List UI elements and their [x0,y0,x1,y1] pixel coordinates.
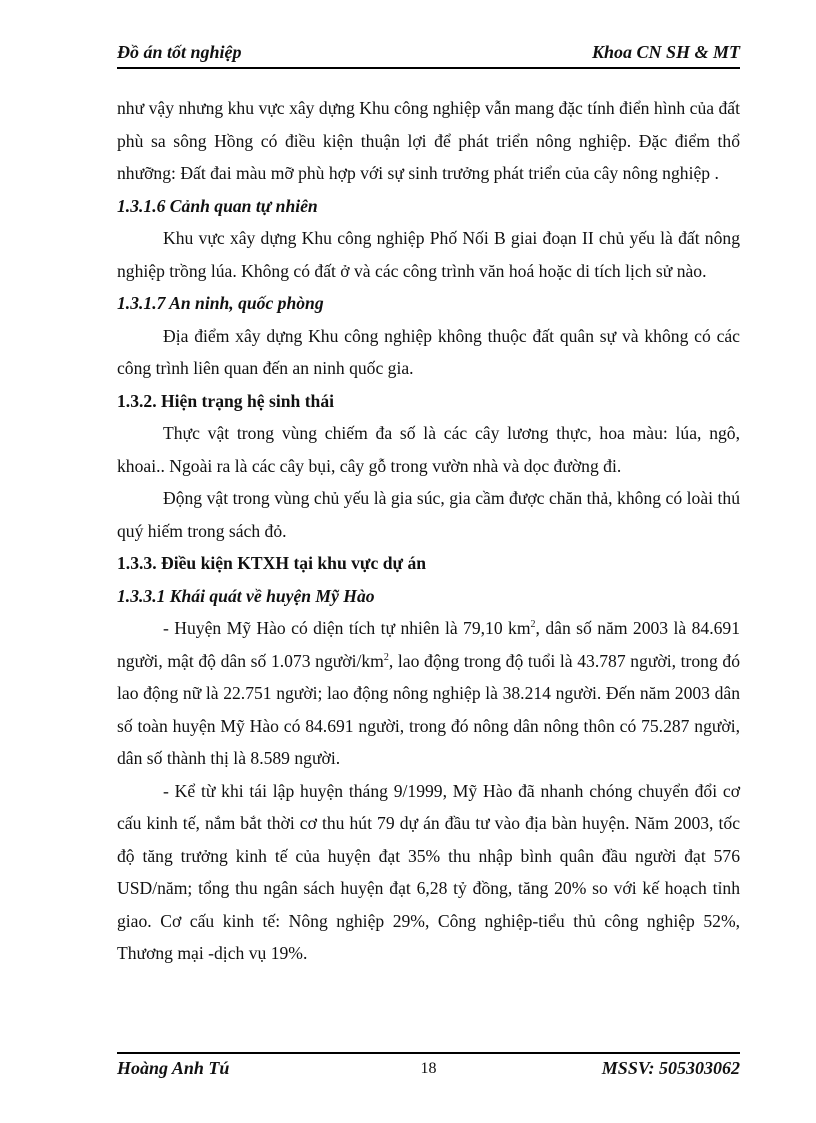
paragraph-fauna: Động vật trong vùng chủ yếu là gia súc, gia cầm được chăn thả, không có loài thú quý hiếm trong sách đỏ. [117,488,740,541]
page-number: 18 [420,1060,437,1077]
heading-1-3-3: 1.3.3. Điều kiện KTXH tại khu vực dự án [117,553,427,573]
paragraph-population [117,612,740,775]
heading-1-3-3-1: 1.3.3.1 Khái quát về huyện Mỹ Hào [117,585,375,606]
paragraph-security: Địa điểm xây dựng Khu công nghiệp không thuộc đất quân sự và không có các công trình liên quan đến an ninh quốc gia. [117,325,740,378]
header-rule [117,67,740,69]
footer-rule [117,1052,740,1054]
paragraph-economy: - Kể từ khi tái lập huyện tháng 9/1999, Mỹ Hào đã nhanh chóng chuyển đổi cơ cấu kinh tế, nắm bắt thời cơ thu hút 79 dự án đầu tư vào địa bàn huyện. Năm 2003, tốc độ tăng trưởng kinh tế của huyện đạt 35% thu nhập bình quân đầu người đạt 576 USD/năm; tổng thu ngân sách huyện đạt 6,28 tỷ đồng, tăng 20% so với kế hoạch tỉnh giao. Cơ cấu kinh tế: Nông nghiệp 29%, Công nghiệp-tiểu thủ công nghiệp 52%, Thương mại -dịch vụ 19%. [117,780,740,963]
heading-1-3-2: 1.3.2. Hiện trạng hệ sinh thái [117,390,335,411]
superscript-2: 2 [383,651,389,663]
population-text-b: , dân số năm 2003 là 84.691 người, mật độ dân số 1.073 người/km [117,618,740,671]
paragraph-flora: Thực vật trong vùng chiếm đa số là các cây lương thực, hoa màu: lúa, ngô, khoai.. Ngoài ra là các cây bụi, cây gỗ trong vườn nhà và dọc đường đi. [117,423,740,476]
population-text-c: , lao động trong độ tuổi là 43.787 người, trong đó lao động nữ là 22.751 người; lao động nông nghiệp là 38.214 người. Đến năm 2003 dân số toàn huyện Mỹ Hào có 84.691 người, trong đó nông dân nông thôn có 75.287 người, dân số thành thị là 8.589 người. [117,650,740,768]
paragraph-landscape: Khu vực xây dựng Khu công nghiệp Phố Nối B giai đoạn II chủ yếu là đất nông nghiệp trồng lúa. Không có đất ở và các công trình văn hoá hoặc di tích lịch sử nào. [117,228,740,281]
page-content [117,92,740,970]
heading-1-3-1-7: 1.3.1.7 An ninh, quốc phòng [117,293,324,313]
footer-student-id: MSSV: 505303062 [601,1058,740,1078]
heading-1-3-1-6: 1.3.1.6 Cảnh quan tự nhiên [117,195,318,216]
header-right-text: Khoa CN SH & MT [591,42,740,62]
paragraph-soil: như vậy nhưng khu vực xây dựng Khu công nghiệp vẫn mang đặc tính điển hình của đất phù sa sông Hồng có điều kiện thuận lợi để phát triển nông nghiệp. Đặc điểm thổ nhưỡng: Đất đai màu mỡ phù hợp với sự sinh trưởng phát triển của cây nông nghiệp . [117,98,740,183]
population-text-a: - Huyện Mỹ Hào có diện tích tự nhiên là 79,10 km [163,618,531,638]
superscript-1: 2 [530,619,536,630]
footer-author: Hoàng Anh Tú [117,1058,230,1078]
header-left-text: Đồ án tốt nghiệp [117,42,242,62]
